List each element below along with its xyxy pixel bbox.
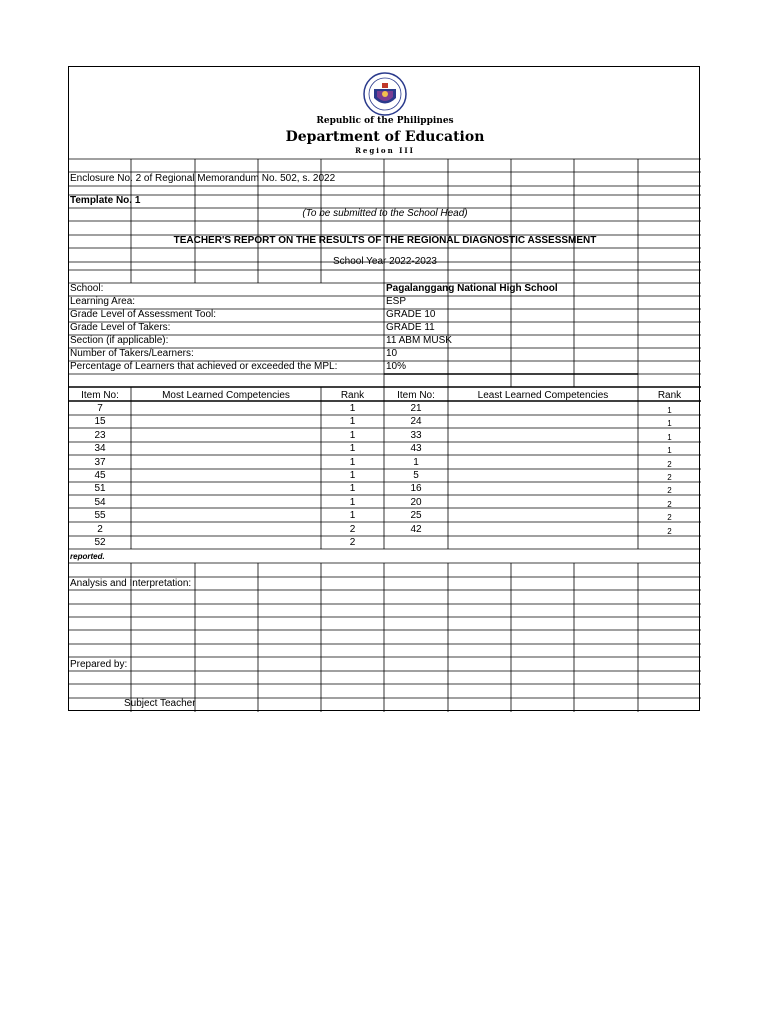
- info-value: 10%: [386, 361, 407, 372]
- most-rank: 1: [349, 416, 356, 428]
- most-item-no: 23: [94, 429, 106, 441]
- col-header-item-no: Item No:: [81, 390, 119, 401]
- enclosure-text: Enclosure No. 2 of Regional Memorandum No. 502, s. 2022: [70, 173, 336, 184]
- info-value: 10: [386, 348, 398, 359]
- info-value: GRADE 10: [386, 309, 436, 320]
- most-rank: 1: [349, 496, 356, 508]
- least-item-no: 16: [410, 483, 422, 495]
- least-rank: 2: [667, 486, 672, 496]
- least-rank: 1: [667, 432, 672, 442]
- info-value: 11 ABM MUSK: [386, 335, 452, 346]
- least-item-no: 1: [413, 456, 419, 468]
- subject-teacher-label: Subject Teacher: [124, 698, 196, 709]
- most-item-no: 2: [97, 523, 103, 535]
- submit-note: (To be submitted to the School Head): [302, 208, 468, 219]
- most-rank: 1: [349, 429, 356, 441]
- col-header-rank: Rank: [340, 390, 365, 401]
- info-label: Number of Takers/Learners:: [70, 348, 194, 359]
- least-rank: 2: [667, 513, 672, 523]
- info-value: Pagalanggang National High School: [386, 283, 558, 294]
- least-rank: 1: [667, 406, 672, 415]
- school-year: School Year 2022-2023: [333, 256, 437, 267]
- least-item-no: 25: [410, 510, 422, 522]
- republic-text: Republic of the Philippines: [316, 116, 454, 126]
- most-item-no: 51: [94, 483, 106, 495]
- least-rank: 1: [667, 419, 672, 429]
- most-rank: 1: [349, 470, 356, 481]
- least-item-no: 21: [410, 403, 422, 414]
- most-item-no: 45: [94, 470, 106, 481]
- least-rank: 2: [667, 499, 672, 509]
- department-text: Department of Education: [285, 129, 485, 145]
- col-header-least-learned: Least Learned Competencies: [477, 390, 609, 401]
- report-sheet: [68, 66, 700, 711]
- most-rank: 1: [349, 483, 356, 495]
- most-item-no: 37: [94, 456, 106, 468]
- info-value: ESP: [386, 296, 407, 307]
- reported-text: reported.: [70, 552, 105, 561]
- most-rank: 1: [349, 510, 356, 522]
- least-rank: 2: [667, 459, 672, 469]
- most-rank: 1: [349, 443, 356, 455]
- region-text: Region III: [355, 146, 415, 155]
- most-rank: 2: [349, 537, 356, 548]
- col-header-most-learned: Most Learned Competencies: [162, 390, 290, 401]
- info-value: GRADE 11: [386, 322, 435, 333]
- least-item-no: 5: [413, 470, 419, 481]
- least-item-no: 20: [410, 496, 422, 508]
- col-header-rank-2: Rank: [657, 390, 682, 401]
- info-label: Grade Level of Assessment Tool:: [70, 309, 217, 320]
- info-label: Grade Level of Takers:: [70, 322, 171, 333]
- most-rank: 1: [349, 403, 356, 414]
- least-rank: 1: [667, 446, 672, 456]
- least-item-no: 42: [410, 523, 422, 535]
- analysis-label: Analysis and Interpretation:: [70, 578, 192, 589]
- most-item-no: 52: [94, 537, 106, 548]
- least-item-no: 24: [410, 416, 422, 428]
- template-text: Template No. 1: [70, 195, 141, 206]
- most-item-no: 15: [94, 416, 106, 428]
- prepared-label: Prepared by:: [70, 659, 128, 670]
- most-rank: 1: [349, 456, 356, 468]
- least-item-no: 33: [410, 429, 422, 441]
- info-label: School:: [70, 283, 104, 294]
- col-header-item-no-2: Item No:: [397, 390, 435, 401]
- most-item-no: 34: [94, 443, 106, 455]
- most-item-no: 54: [94, 496, 106, 508]
- least-rank: 2: [667, 526, 672, 536]
- most-rank: 2: [349, 523, 356, 535]
- report-title: TEACHER'S REPORT ON THE RESULTS OF THE REGIONAL DIAGNOSTIC ASSESSMENT: [173, 235, 597, 246]
- most-item-no: 7: [97, 403, 103, 414]
- most-item-no: 55: [94, 510, 106, 522]
- info-label: Learning Area:: [70, 296, 136, 307]
- least-item-no: 43: [410, 443, 422, 455]
- info-label: Percentage of Learners that achieved or exceeded the MPL:: [70, 361, 338, 372]
- least-rank: 2: [667, 473, 672, 482]
- info-label: Section (if applicable):: [70, 335, 169, 346]
